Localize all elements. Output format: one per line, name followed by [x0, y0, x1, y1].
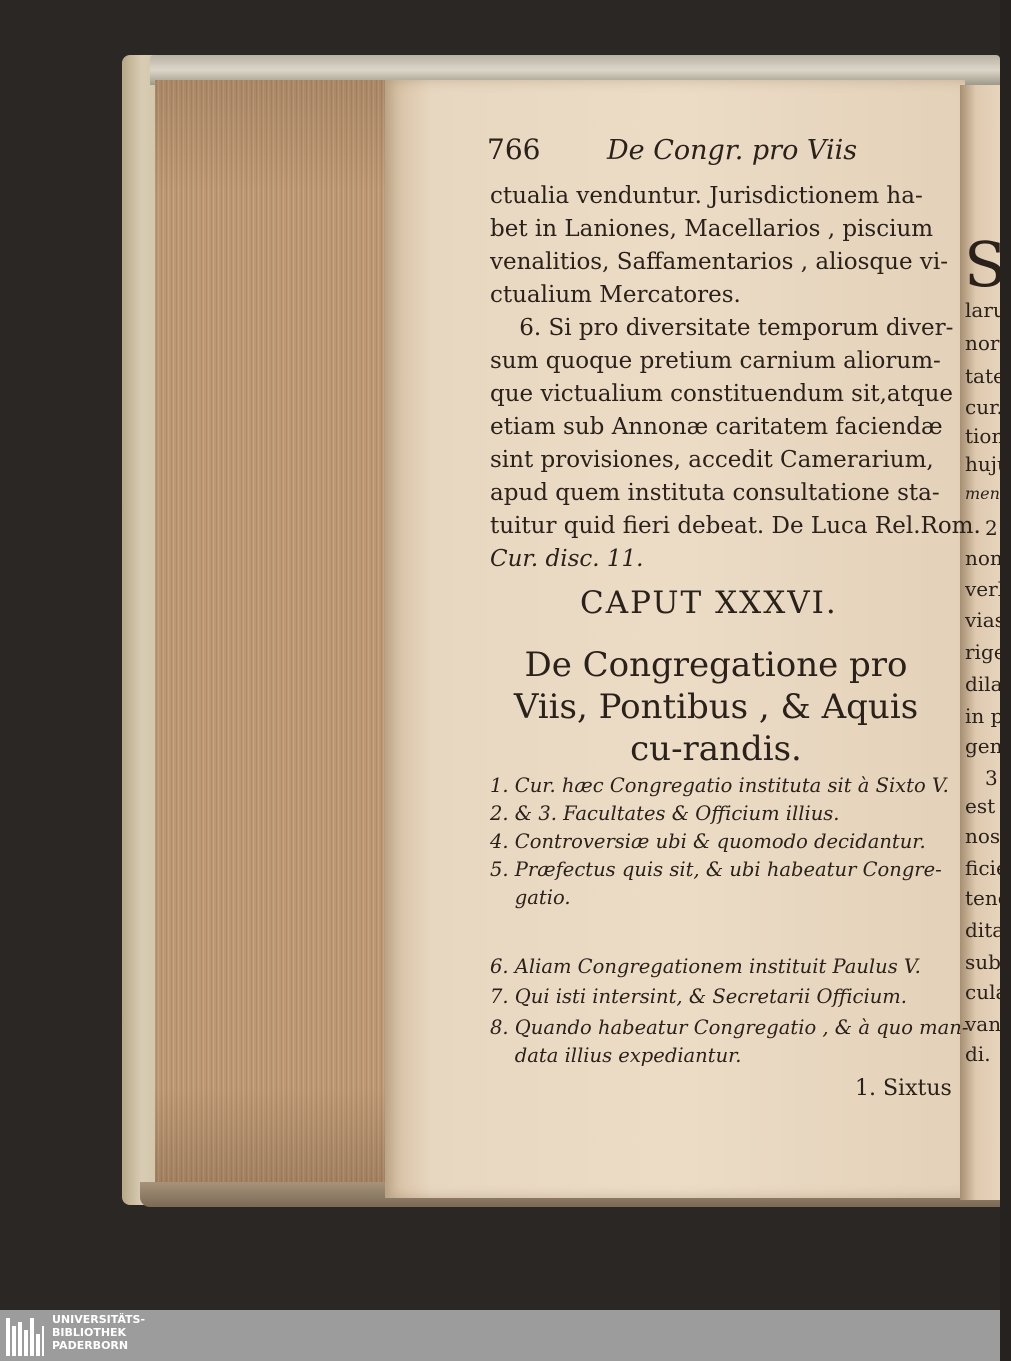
- right-line-fragment: in p: [965, 704, 1004, 728]
- summary-line: 1. Cur. hæc Congregatio instituta sit à Sixto V.: [490, 774, 949, 797]
- body-line: tuitur quid fieri debeat. De Luca Rel.Rom.: [490, 513, 981, 539]
- right-line-fragment: tion: [965, 424, 1005, 448]
- right-line-fragment: verl: [965, 577, 1005, 601]
- summary-line: 2. & 3. Facultates & Officium illius.: [490, 802, 840, 825]
- page-number: 766: [487, 133, 541, 166]
- catchword: 1. Sixtus: [855, 1076, 952, 1101]
- right-line-fragment: dilat: [965, 672, 1011, 696]
- library-logo-icon: [6, 1318, 44, 1356]
- right-line-fragment: 2: [985, 516, 998, 540]
- summary-line: 5. Præfectus quis sit, & ubi habeatur Congre-: [490, 858, 942, 881]
- body-line: sum quoque pretium carnium aliorum-: [490, 348, 941, 374]
- right-line-fragment: culá: [965, 980, 1008, 1004]
- summary-line: gatio.: [490, 886, 571, 909]
- right-line-fragment: subs: [965, 950, 1011, 974]
- right-line-fragment: nosc: [965, 824, 1011, 848]
- summary-line: 7. Qui isti intersint, & Secretarii Officium.: [490, 985, 907, 1008]
- body-line: bet in Laniones, Macellarios , piscium: [490, 216, 934, 242]
- summary-line: data illius expediantur.: [490, 1044, 742, 1067]
- page-block-edge: [155, 80, 387, 1200]
- right-line-fragment: dita: [965, 918, 1005, 942]
- summary-line: 8. Quando habeatur Congregatio , & à quo man-: [490, 1016, 969, 1039]
- body-line: apud quem instituta consultatione sta-: [490, 480, 940, 506]
- library-name-line: BIBLIOTHEK: [52, 1326, 127, 1339]
- right-line-fragment: tenc: [965, 886, 1009, 910]
- right-line-fragment: est: [965, 794, 996, 818]
- body-line: sint provisiones, accedit Camerarium,: [490, 447, 934, 473]
- running-title: De Congr. pro Viis: [607, 135, 858, 166]
- summary-line: 4. Controversiæ ubi & quomodo decidantur.: [490, 830, 926, 853]
- right-line-fragment: cur.: [965, 395, 1003, 419]
- drop-cap: S: [964, 228, 1007, 301]
- body-line: etiam sub Annonæ caritatem faciendæ: [490, 414, 943, 440]
- right-line-fragment: 3: [985, 766, 998, 790]
- right-line-fragment: tate: [965, 364, 1005, 388]
- caput-heading: CAPUT XXXVI.: [580, 585, 838, 621]
- body-line: ctualium Mercatores.: [490, 282, 741, 308]
- right-line-fragment: nor: [965, 331, 1000, 355]
- chapter-title: De Congregatione pro Viis, Pontibus , & Aquis cu-randis.: [513, 645, 919, 769]
- right-line-fragment: laru: [965, 298, 1006, 322]
- right-line-fragment: non: [965, 546, 1003, 570]
- body-line: Cur. disc. 11.: [490, 546, 644, 572]
- right-line-fragment: rige: [965, 640, 1006, 664]
- body-line: que victualium constituendum sit,atque: [490, 381, 953, 407]
- right-line-fragment: ficie: [965, 856, 1008, 880]
- summary-line: 6. Aliam Congregationem instituit Paulus V.: [490, 955, 921, 978]
- body-line: ctualia venduntur. Jurisdictionem ha-: [490, 183, 923, 209]
- right-line-fragment: huju: [965, 452, 1010, 476]
- right-line-fragment: van: [965, 1012, 1002, 1036]
- library-footer: [0, 1310, 1000, 1361]
- body-line: 6. Si pro diversitate temporum diver-: [490, 315, 954, 341]
- library-name: [52, 1313, 145, 1352]
- right-line-fragment: men: [965, 484, 1000, 503]
- right-line-fragment: vias: [965, 608, 1005, 632]
- library-name-line: PADERBORN: [52, 1339, 129, 1352]
- library-name-line: UNIVERSITÄTS-: [52, 1313, 146, 1326]
- body-line: venalitios, Saffamentarios , aliosque vi-: [490, 249, 949, 275]
- right-line-fragment: di.: [965, 1042, 991, 1066]
- right-line-fragment: gen: [965, 734, 1003, 758]
